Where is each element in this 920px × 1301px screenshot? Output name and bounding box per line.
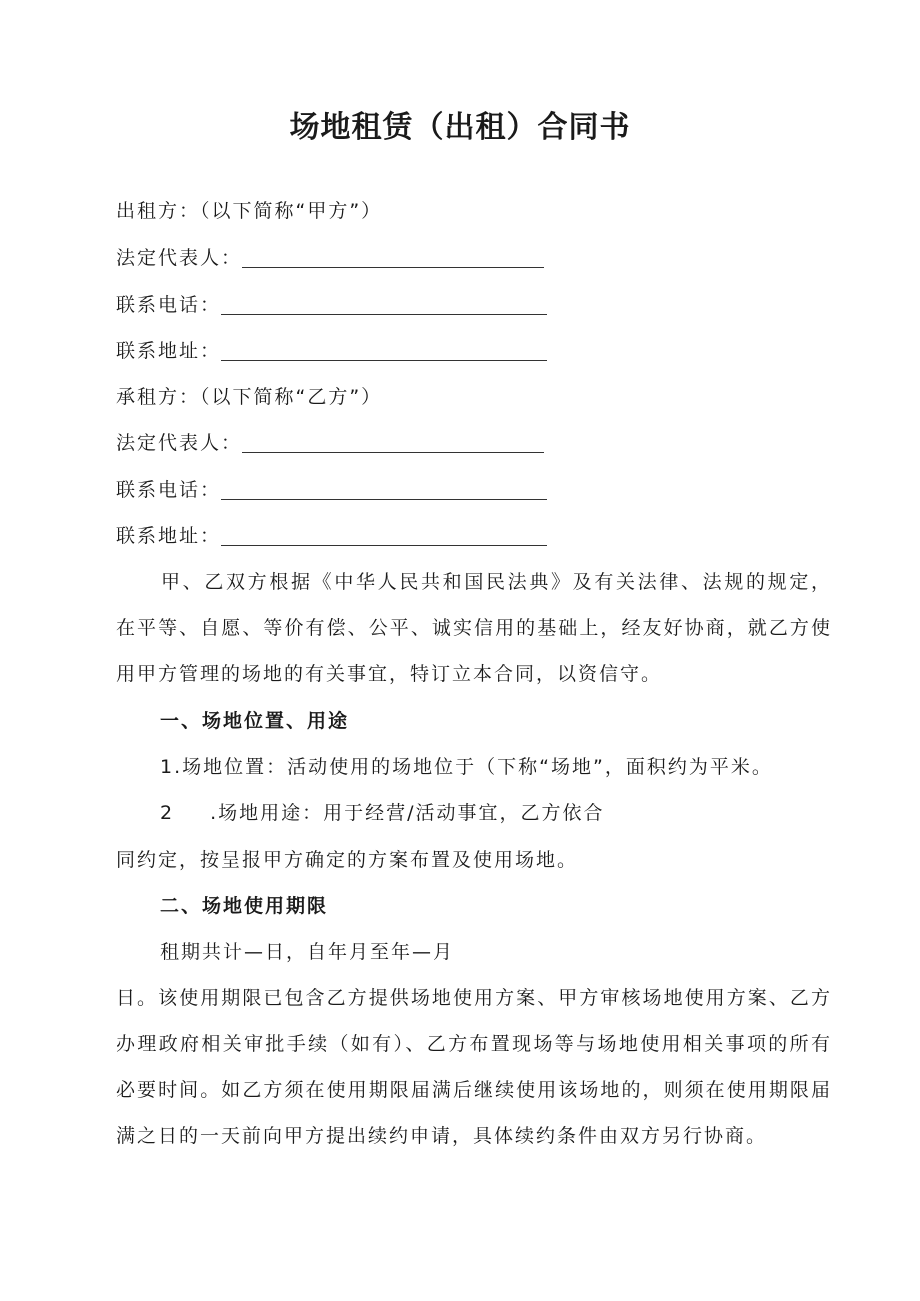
section-1-heading: 一、场地位置、用途 xyxy=(160,710,350,732)
section-2-paragraph: 日。该使用期限已包含乙方提供场地使用方案、甲方审核场地使用方案、乙方办理政府相关审批手续（如有）、乙方布置现场等与场地使用相关事项的所有必要时间。如乙方须在使用期限届满后继续使用该场地的，则须在使用期限届满之日的一天前向甲方提出续约申请，具体续约条件由双方另行协商。 xyxy=(116,987,832,1147)
section-1-item-2 xyxy=(160,798,605,828)
party-a-phone-blank xyxy=(221,294,547,315)
party-a-address-label: 联系地址： xyxy=(116,340,222,362)
section-2-heading: 二、场地使用期限 xyxy=(160,895,329,917)
section-1-item-2-number: 2 xyxy=(160,802,175,824)
section-2-term-line: 租期共计—日，自年月至年—月 xyxy=(160,941,455,963)
section-1-item-2-continued: 同约定，按呈报甲方确定的方案布置及使用场地。 xyxy=(116,849,579,871)
party-b-phone-blank xyxy=(221,479,547,500)
party-b-representative-label: 法定代表人： xyxy=(116,432,243,454)
party-a-phone-label: 联系电话： xyxy=(116,294,222,316)
section-1-item-1: 1.场地位置：活动使用的场地位于（下称“场地”，面积约为平米。 xyxy=(160,756,773,778)
party-a-phone-row xyxy=(116,290,547,320)
party-b-representative-blank xyxy=(242,432,544,453)
party-b-phone-row xyxy=(116,475,547,505)
party-b-address-row xyxy=(116,521,547,551)
section-1-item-2-text: .场地用途：用于经营/活动事宜，乙方依合 xyxy=(210,802,605,824)
party-b-label: 承租方：（以下简称“乙方”） xyxy=(116,386,383,408)
party-b-phone-label: 联系电话： xyxy=(116,479,222,501)
party-a-label: 出租方：（以下简称“甲方”） xyxy=(116,200,383,222)
party-a-representative-label: 法定代表人： xyxy=(116,247,243,269)
party-a-address-row xyxy=(116,336,547,366)
preamble-paragraph: 甲、乙双方根据《中华人民共和国民法典》及有关法律、法规的规定，在平等、自愿、等价有偿、公平、诚实信用的基础上，经友好协商，就乙方使用甲方管理的场地的有关事宜，特订立本合同，以资信守。 xyxy=(116,571,832,685)
party-a-representative-row xyxy=(116,243,544,273)
party-b-address-label: 联系地址： xyxy=(116,525,222,547)
document-title: 场地租赁（出租）合同书 xyxy=(289,110,631,145)
party-a-address-blank xyxy=(221,340,547,361)
party-b-address-blank xyxy=(221,525,547,546)
party-a-representative-blank xyxy=(242,247,544,268)
party-b-representative-row xyxy=(116,428,544,458)
